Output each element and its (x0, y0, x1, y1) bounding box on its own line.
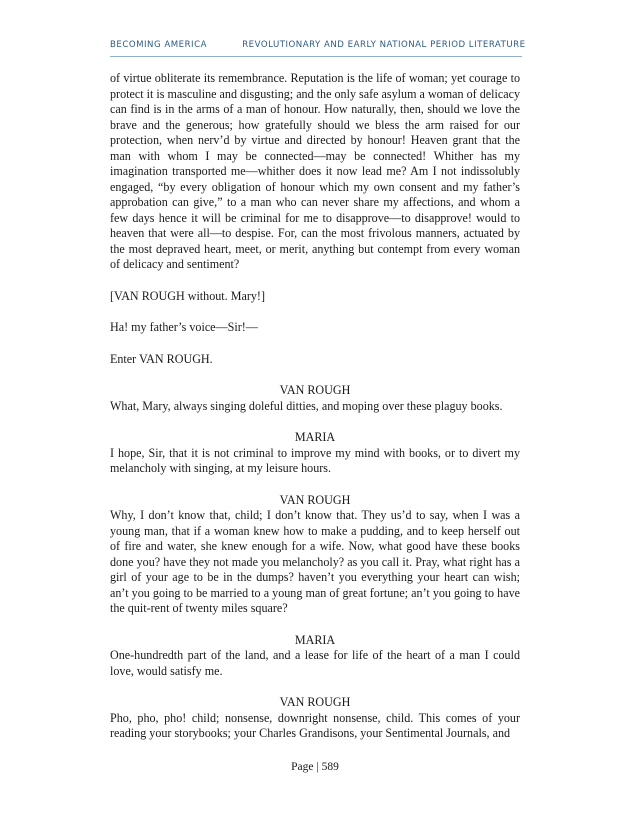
dialogue-line: I hope, Sir, that it is not criminal to improve my mind with books, or to divert my melancholy with singing, at my leisure hours. (110, 445, 520, 475)
collection-title: REVOLUTIONARY AND EARLY NATIONAL PERIOD LITERATURE (242, 40, 526, 50)
page-body (110, 71, 520, 742)
speaker-name: MARIA (294, 430, 336, 444)
line-maria-response: Ha! my father’s voice—Sir!— (110, 320, 258, 334)
dialogue-line: What, Mary, always singing doleful ditties, and moping over these plaguy books. (110, 398, 503, 413)
speaker-name: VAN ROUGH (279, 492, 351, 507)
stage-direction-enter: Enter VAN ROUGH. (110, 351, 213, 366)
speaker-name: MARIA (294, 632, 336, 647)
page-number: Page | 589 (291, 761, 339, 773)
running-header (110, 40, 526, 50)
speaker-name: VAN ROUGH (279, 695, 351, 709)
stage-direction-offstage: [VAN ROUGH without. Mary!] (110, 288, 265, 303)
dialogue-line: One-hundredth part of the land, and a lease for life of the heart of a man I could love, would satisfy me. (110, 648, 520, 678)
header-rule (110, 56, 522, 57)
speaker-name: VAN ROUGH (279, 383, 351, 397)
dialogue-line: Pho, pho, pho! child; nonsense, downright nonsense, child. This comes of your reading your storybooks; your Charles Grandisons, your Sentimental Journals, and (110, 710, 520, 740)
dialogue-line: Why, I don’t know that, child; I don’t know that. They us’d to say, when I was a young man, that if a woman knew how to make a pudding, and to keep herself out of fire and water, she knew enough for a wife. Now, what good have these books done you? have they not made you melancholy? as you call it. Pray, what right has a girl of your age to be in the dumps? haven’t you everything your heart can wish; an’t you going to be married to a young man of great fortune; an’t you going to have the quit-rent of twenty miles square? (110, 508, 520, 615)
series-title: BECOMING AMERICA (110, 40, 207, 50)
paragraph-soliloquy: of virtue obliterate its remembrance. Reputation is the life of woman; yet courage to protect it is masculine and disgusting; and the only safe asylum a woman of delicacy can find is in the arms of a man of honour. How naturally, then, should we love the brave and the generous; how gratefully should we bless the arm raised for our protection, when nerv’d by virtue and directed by honour! Heaven grant that the man with whom I may be connected—may be connected! Whither has my imagination transported me—whither does it now lead me? Am I not indissolubly engaged, “by every obligation of honour which my own consent and my father’s approbation can give,” to a man who can never share my affections, and whom a few days hence it will be criminal for me to disapprove—to disapprove! would to heaven that were all—to despise. For, can the most frivolous manners, actuated by the most depraved heart, meet, or merit, anything but contempt from every woman of delicacy and sentiment? (110, 71, 520, 271)
